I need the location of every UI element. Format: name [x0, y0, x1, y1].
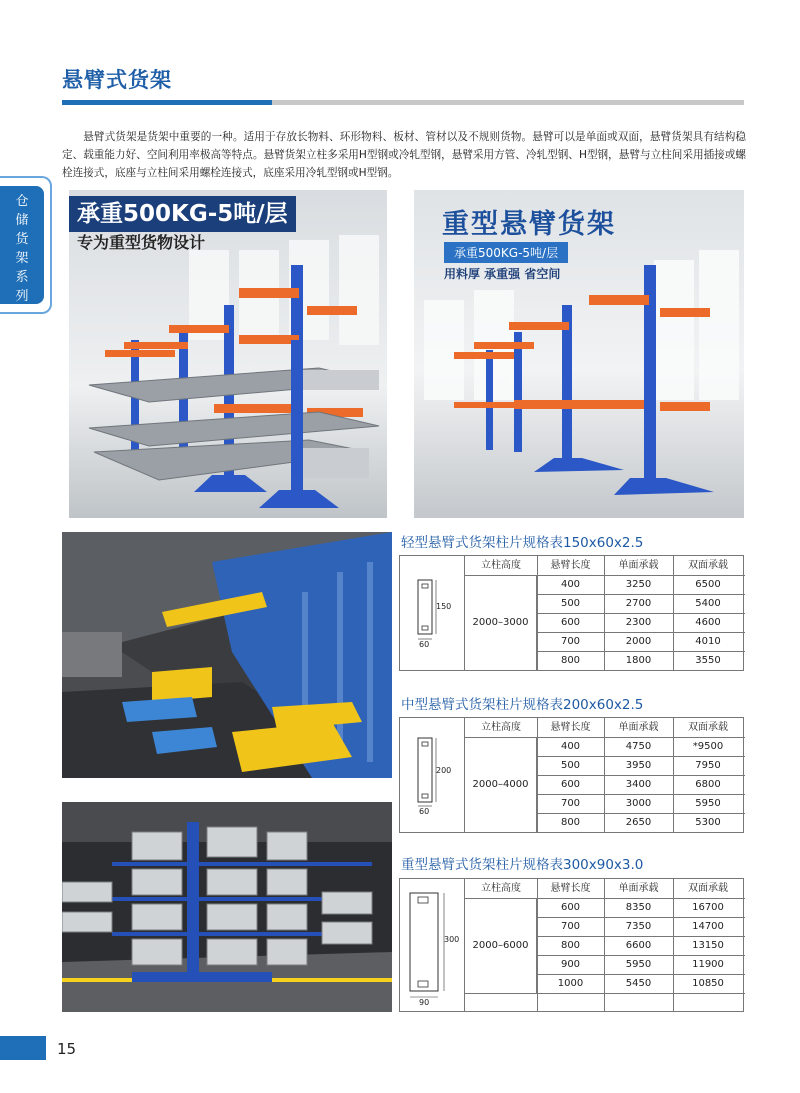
table-cell: 6500 [695, 579, 721, 590]
table-cell: 13150 [692, 940, 724, 951]
spec-table-medium [399, 717, 744, 833]
column-profile-diagram [400, 556, 465, 670]
table-cell: 4750 [625, 741, 652, 752]
table-cell: 2300 [625, 617, 652, 628]
column-height-value: 2000–3000 [465, 575, 537, 670]
table-cell: 7350 [625, 921, 652, 932]
dim-width-label: 60 [419, 807, 430, 816]
title-divider-accent [62, 100, 272, 105]
table-cell: 7950 [695, 760, 721, 771]
table-cell: 2000 [625, 636, 652, 647]
table-cell: 4600 [695, 617, 721, 628]
col-divider [673, 993, 674, 1011]
table-cell: 11900 [692, 959, 724, 970]
table-cell: 3950 [625, 760, 652, 771]
dim-width-label: 90 [419, 998, 430, 1007]
title-divider [62, 100, 744, 105]
table-cell: *9500 [692, 741, 724, 752]
table-cell: 700 [560, 921, 581, 932]
headline-banner: 承重500KG-5吨/层 [69, 196, 296, 232]
column-height-value: 2000–6000 [465, 898, 537, 993]
dim-height-label: 200 [436, 766, 452, 775]
table-cell: 3400 [625, 779, 652, 790]
table-cell: 600 [560, 617, 581, 628]
column-height-value: 2000–4000 [465, 737, 537, 832]
dim-height-label: 150 [436, 602, 452, 611]
table-cell: 3250 [625, 579, 652, 590]
table-cell: 2650 [625, 817, 652, 828]
headline-subline: 专为重型货物设计 [77, 233, 206, 252]
table-cell: 1000 [557, 978, 584, 989]
table-cell: 1800 [625, 655, 652, 666]
side-category-tab[interactable] [0, 176, 52, 314]
table-cell: 600 [560, 779, 581, 790]
table-cell: 5950 [625, 959, 652, 970]
table-cell: 6600 [625, 940, 652, 951]
table-cell: 800 [560, 817, 581, 828]
table-cell: 4010 [695, 636, 721, 647]
feature-line: 用料厚 承重强 省空间 [444, 267, 561, 281]
table-cell: 500 [560, 760, 581, 771]
header-single-load: 单面承载 [618, 560, 659, 571]
table-cell: 700 [560, 798, 581, 809]
product-photo-1 [69, 190, 387, 518]
col-divider [537, 993, 538, 1011]
dim-height-label: 300 [444, 935, 460, 944]
table-cell: 5300 [695, 817, 721, 828]
header-arm-length: 悬臂长度 [550, 883, 591, 894]
dim-width-label: 60 [419, 640, 430, 649]
intro-paragraph: 悬臂式货架是货架中重要的一种。适用于存放长物料、环形物料、板材、管材以及不规则货物。悬臂可以是单面或双面，悬臂货架具有结构稳定、载重能力好、空间利用率极高等特点。悬臂货架立柱多采用H型钢或冷轧型钢，悬臂采用方管、冷轧型钢、H型钢，悬臂与立柱间采用插接或螺栓连接式，底座与立柱间采用螺栓连接式，底座采用冷轧型钢或H型钢。 [62, 131, 746, 179]
spec-table-title-light: 轻型悬臂式货架柱片规格表150x60x2.5 [401, 535, 644, 551]
table-cell: 2700 [625, 598, 652, 609]
header-column-height: 立柱高度 [481, 560, 521, 571]
table-cell: 14700 [692, 921, 724, 932]
table-cell: 5450 [625, 978, 652, 989]
header-column-height: 立柱高度 [481, 883, 521, 894]
header-arm-length: 悬臂长度 [550, 560, 591, 571]
table-cell: 800 [560, 655, 581, 666]
header-arm-length: 悬臂长度 [550, 722, 591, 733]
page-number: 15 [57, 1040, 77, 1058]
warehouse-photo-2 [62, 802, 392, 1012]
table-cell: 400 [560, 741, 581, 752]
col-divider [604, 993, 605, 1011]
header-double-load: 双面承载 [688, 722, 728, 733]
column-profile-diagram [400, 879, 465, 1011]
warehouse-scene-1 [62, 532, 392, 778]
table-cell: 900 [560, 959, 581, 970]
table-cell: 500 [560, 598, 581, 609]
table-cell: 3550 [695, 655, 721, 666]
page-number-bar [0, 1036, 46, 1060]
table-cell: 6800 [695, 779, 721, 790]
table-cell: 8350 [625, 902, 652, 913]
spec-table-heavy [399, 878, 744, 1012]
warehouse-scene-2 [62, 802, 392, 1012]
warehouse-photo-1 [62, 532, 392, 778]
header-single-load: 单面承载 [618, 883, 659, 894]
column-profile-diagram [400, 718, 465, 832]
table-cell: 400 [560, 579, 581, 590]
header-column-height: 立柱高度 [481, 722, 521, 733]
load-badge: 承重500KG-5吨/层 [444, 242, 568, 263]
table-cell: 5950 [695, 798, 721, 809]
table-cell: 3000 [625, 798, 652, 809]
table-cell: 600 [560, 902, 581, 913]
row-divider [465, 993, 745, 994]
table-cell: 10850 [692, 978, 724, 989]
header-double-load: 双面承载 [688, 560, 728, 571]
spec-table-title-medium: 中型悬臂式货架柱片规格表200x60x2.5 [401, 697, 644, 713]
table-cell: 800 [560, 940, 581, 951]
table-cell: 5400 [695, 598, 721, 609]
spec-table-title-heavy: 重型悬臂式货架柱片规格表300x90x3.0 [401, 857, 644, 873]
header-single-load: 单面承载 [618, 722, 659, 733]
table-cell: 16700 [692, 902, 724, 913]
table-cell: 700 [560, 636, 581, 647]
header-double-load: 双面承载 [688, 883, 728, 894]
side-tab-label: 仓储货架系列 [15, 194, 29, 304]
product-photo-2 [414, 190, 744, 518]
page-title: 悬臂式货架 [62, 68, 172, 92]
product-title: 重型悬臂货架 [442, 209, 616, 240]
spec-table-light [399, 555, 744, 671]
